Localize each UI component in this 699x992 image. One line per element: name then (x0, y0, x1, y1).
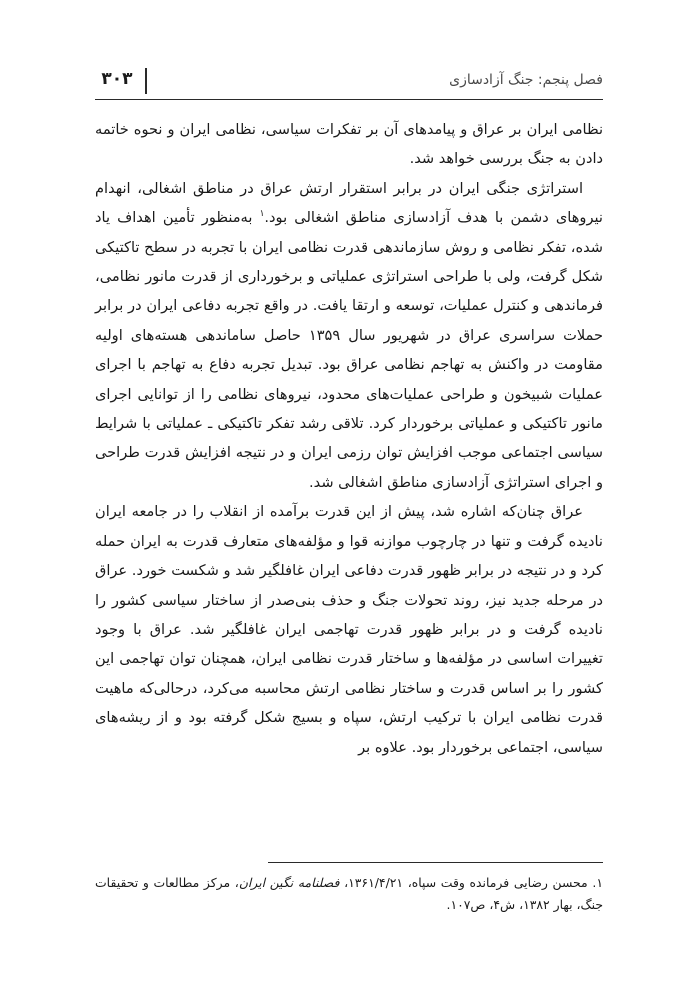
footnote (95, 872, 603, 916)
paragraph: عراق چنان‌که اشاره شد، پیش از این قدرت برآمده از انقلاب را در جامعه ایران نادیده گرفت و تنها در چارچوب موازنه قوا و مؤلفه‌های متعارف قدرت به ایران حمله کرد و در نتیجه در برابر ظهور قدرت دفاعی ایران غافلگیر شد و شکست خورد. عراق در مرحله جدید نیز، روند تحولات جنگ و حذف بنی‌صدر از ساختار سیاسی کشور را نادیده گرفت و در برابر ظهور قدرت تهاجمی ایران غافلگیر شد. عراق با وجود تغییرات اساسی در مؤلفه‌ها و ساختار قدرت نظامی ایران، همچنان توان تهاجمی این کشور را بر اساس قدرت و ساختار نظامی ارتش محاسبه می‌کرد، درحالی‌که ماهیت قدرت نظامی ایران با ترکیب ارتش، سپاه و بسیج شکل گرفته بود و از ریشه‌های سیاسی، اجتماعی برخوردار بود. علاوه بر (95, 503, 603, 756)
footnote-publication: فصلنامه نگین ایران (238, 875, 340, 890)
main-text (95, 115, 603, 762)
footnote-text-rest: ، مرکز مطالعات و تحقیقات جنگ، بهار ۱۳۸۲، ش۴، ص۱۰۷. (95, 875, 603, 912)
footnote-rule (268, 862, 603, 863)
paragraph-text: استراتژی جنگی ایران در برابر استقرار ارتش عراق در مناطق اشغالی، انهدام نیروهای دشمن با هدف آزادسازی مناطق اشغالی بود. (95, 179, 603, 227)
header-separator (145, 68, 147, 94)
footnote-number: ۱. (587, 875, 603, 890)
page-header (95, 66, 603, 100)
page-number: ۳۰۳ (101, 69, 133, 89)
paragraph (95, 174, 603, 497)
header-rule (95, 99, 603, 100)
footnote-text: محسن رضایی فرمانده وقت سپاه، ۱۳۶۱/۴/۲۱، (339, 875, 588, 890)
paragraph-text: به‌منظور تأمین اهداف یاد شده، تفکر نظامی و روش سازماندهی قدرت نظامی ایران با تجربه در سطح تاکتیکی شکل گرفت، ولی با طراحی استراتژی عملیاتی و برخورداری از قدرت مانور نظامی، فرماندهی و کنترل عملیات، توسعه و ارتقا یافت. در واقع تجربه دفاعی ایران در برابر حملات سراسری عراق در شهریور سال ۱۳۵۹ حاصل ساماندهی هسته‌های اولیه مقاومت در واکنش به تهاجم نظامی عراق بود. تبدیل تجربه دفاع به تهاجم با اجرای عملیات شبیخون و طراحی عملیات‌های محدود، نیروهای نظامی را از توانایی اجرای مانور تاکتیکی و عملیاتی برخوردار کرد. تلاقی رشد تفکر تاکتیکی ـ عملیاتی با شرایط سیاسی اجتماعی موجب افزایش توان رزمی ایران و در نتیجه افزایش قدرت طراحی و اجرای استراتژی آزادسازی مناطق اشغالی شد. (95, 209, 603, 491)
chapter-title: فصل پنجم: جنگ آزادسازی (449, 72, 603, 88)
paragraph-continued: نظامی ایران بر عراق و پیامدهای آن بر تفکرات سیاسی، نظامی ایران و نحوه خاتمه دادن به جنگ بررسی خواهد شد. (95, 121, 603, 168)
footnote-reference[interactable]: ۱ (259, 209, 265, 220)
